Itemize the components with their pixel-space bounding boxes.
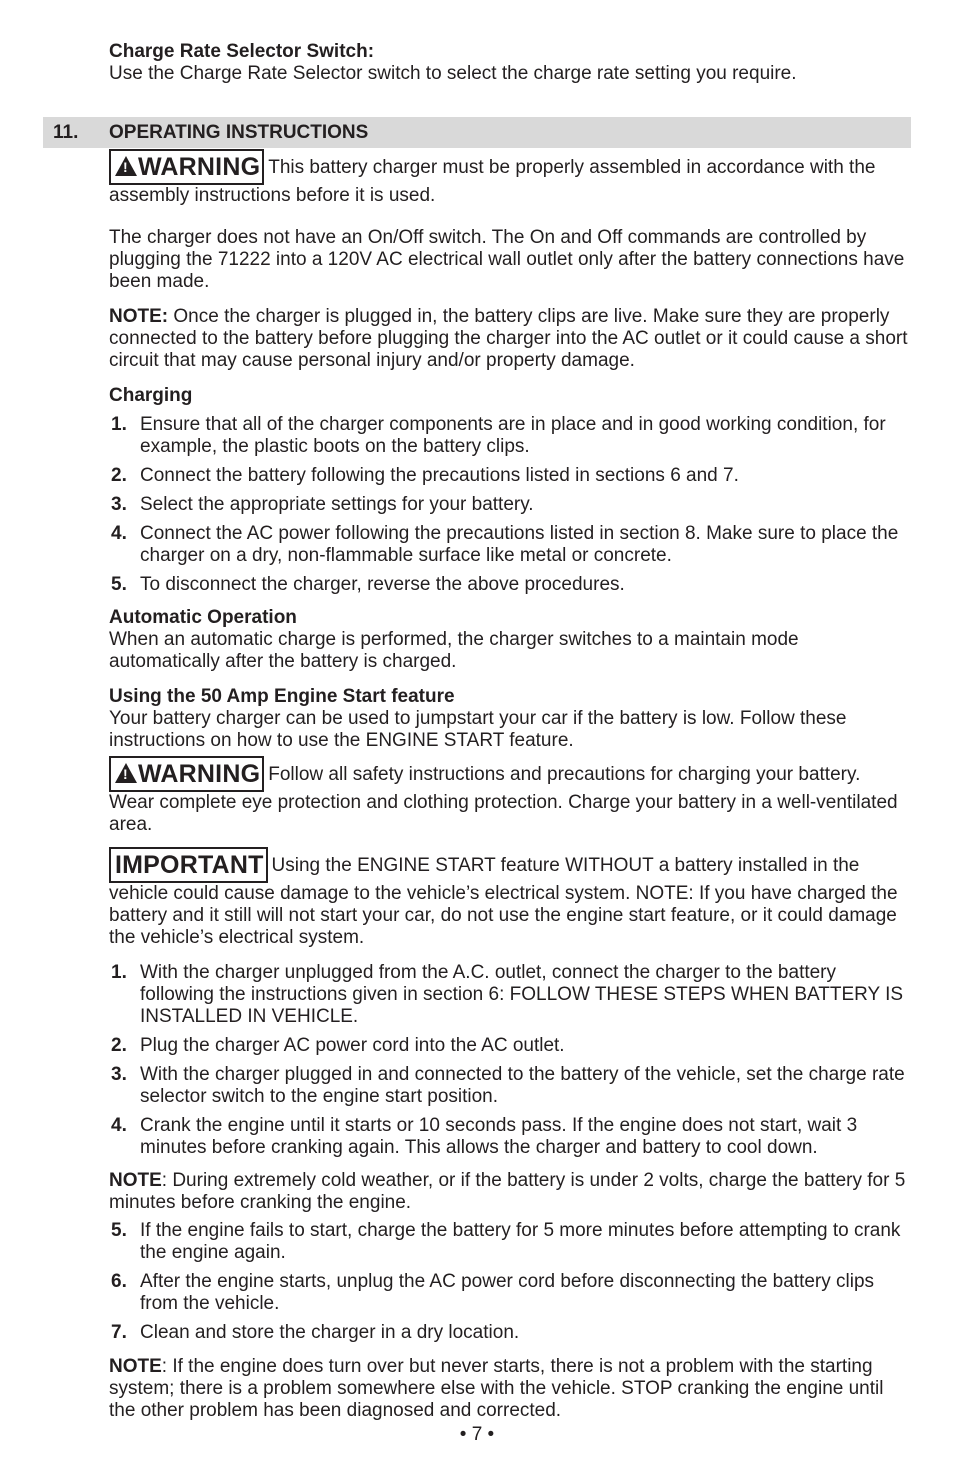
list-item [109,1035,909,1057]
step-text: Clean and store the charger in a dry location. [140,1322,520,1343]
warning-block-1 [109,149,909,207]
list-item [109,1322,909,1344]
note-label: NOTE [109,1356,162,1377]
engine-steps-b [109,1220,909,1344]
step-text: Connect the battery following the precautions listed in sections 6 and 7. [140,465,739,486]
warning-badge [109,149,264,185]
list-item [109,494,909,516]
page-number: • 7 • [459,1424,495,1445]
on-off-text: The charger does not have an On/Off switch. The On and Off commands are controlled by plugging the 71222 into a 120V AC electrical wall outlet only after the battery connections have been made. [109,227,905,292]
auto-text: When an automatic charge is performed, the charger switches to a maintain mode automatically after the battery is charged. [109,629,799,672]
charge-rate-text: Use the Charge Rate Selector switch to select the charge rate setting you require. [109,63,797,84]
important-badge-label: IMPORTANT [115,851,264,879]
list-item [109,1115,909,1159]
step-number: 2. [111,465,127,486]
list-item [109,523,909,567]
step-number: 5. [111,574,127,595]
step-number: 1. [111,962,127,983]
automatic-operation [109,607,909,673]
note-label: NOTE: [109,306,169,327]
step-text: With the charger plugged in and connected to the battery of the vehicle, set the charge rate selector switch to the engine start position. [140,1064,905,1107]
section-header [43,117,911,148]
step-text: After the engine starts, unplug the AC power cord before disconnecting the battery clips from the vehicle. [140,1271,875,1314]
auto-heading: Automatic Operation [109,607,297,628]
engine-start-steps [109,962,909,1159]
engine-heading: Using the 50 Amp Engine Start feature [109,686,455,707]
step-text: To disconnect the charger, reverse the above procedures. [140,574,625,595]
step-text: Plug the charger AC power cord into the AC outlet. [140,1035,565,1056]
note-2 [109,1170,909,1214]
list-item [109,414,909,458]
step-text: With the charger unplugged from the A.C. outlet, connect the charger to the battery following the instructions given in section 6: FOLLOW THESE STEPS WHEN BATTERY IS INSTALLED IN VEHICLE. [140,962,904,1027]
step-number: 6. [111,1271,127,1292]
warning-text-2: Follow all safety instructions and precautions for charging your battery. Wear complete eye protection and clothing protection. Charge your battery in a well-ventilated area. [109,764,898,835]
note-text: Once the charger is plugged in, the battery clips are live. Make sure they are properly connected to the battery before plugging the charger into the AC outlet or it could cause a short circuit that may cause personal injury and/or property damage. [109,306,908,371]
warning-badge [109,756,264,792]
warning-text-1: This battery charger must be properly assembled in accordance with the assembly instructions before it is used. [109,157,876,206]
important-badge [109,847,268,883]
step-number: 4. [111,523,127,544]
list-item [109,962,909,1028]
step-text: Ensure that all of the charger components are in place and in good working condition, for example, the plastic boots on the battery clips. [140,414,886,457]
engine-text: Your battery charger can be used to jumpstart your car if the battery is low. Follow these instructions on how to use the ENGINE START feature. [109,708,847,751]
warning-triangle-icon: ! [115,763,137,783]
section-title: OPERATING INSTRUCTIONS [109,122,369,143]
step-text: Crank the engine until it starts or 10 seconds pass. If the engine does not start, wait 3 minutes before cranking again. This allows the charger and battery to cool down. [140,1115,858,1158]
step-number: 3. [111,1064,127,1085]
step-number: 2. [111,1035,127,1056]
note-text: : If the engine does turn over but never starts, there is not a problem with the starting system; there is a problem somewhere else with the vehicle. STOP cranking the engine until the other problem has been diagnosed and corrected. [109,1356,884,1421]
step-number: 5. [111,1220,127,1241]
engine-start-intro [109,686,909,752]
list-item [109,1271,909,1315]
step-text: If the engine fails to start, charge the battery for 5 more minutes before attempting to crank the engine again. [140,1220,901,1263]
charging-section [109,385,909,596]
note-3 [109,1356,909,1422]
warning-badge-label: WARNING [138,760,261,788]
on-off-paragraph [109,227,909,293]
charge-rate-block [109,41,909,85]
list-item [109,465,909,487]
warning-badge-label: WARNING [138,153,261,181]
list-item [109,1064,909,1108]
warning-triangle-icon: ! [115,156,137,176]
charging-heading: Charging [109,385,193,406]
section-number: 11. [53,122,79,143]
step-text: Select the appropriate settings for your battery. [140,494,534,515]
important-block [109,847,909,949]
step-number: 4. [111,1115,127,1136]
note-1 [109,306,909,372]
step-number: 7. [111,1322,127,1343]
step-text: Connect the AC power following the precautions listed in section 8. Make sure to place the charger on a dry, non-flammable surface like metal or concrete. [140,523,899,566]
list-item [109,1220,909,1264]
warning-block-2 [109,756,909,836]
important-text: Using the ENGINE START feature WITHOUT a battery installed in the vehicle could cause damage to the vehicle’s electrical system. NOTE: If you have charged the battery and it still will not start your car, do not use the engine start feature, or it could damage the vehicle’s electrical system. [109,855,898,948]
note-text: : During extremely cold weather, or if the battery is under 2 volts, charge the battery for 5 minutes before cranking the engine. [109,1170,906,1213]
engine-start-steps-cont [109,1220,909,1344]
charge-rate-heading: Charge Rate Selector Switch: [109,41,375,62]
note-label: NOTE [109,1170,162,1191]
step-number: 3. [111,494,127,515]
charging-steps [109,414,909,596]
step-number: 1. [111,414,127,435]
list-item [109,574,909,596]
engine-steps-a [109,962,909,1159]
